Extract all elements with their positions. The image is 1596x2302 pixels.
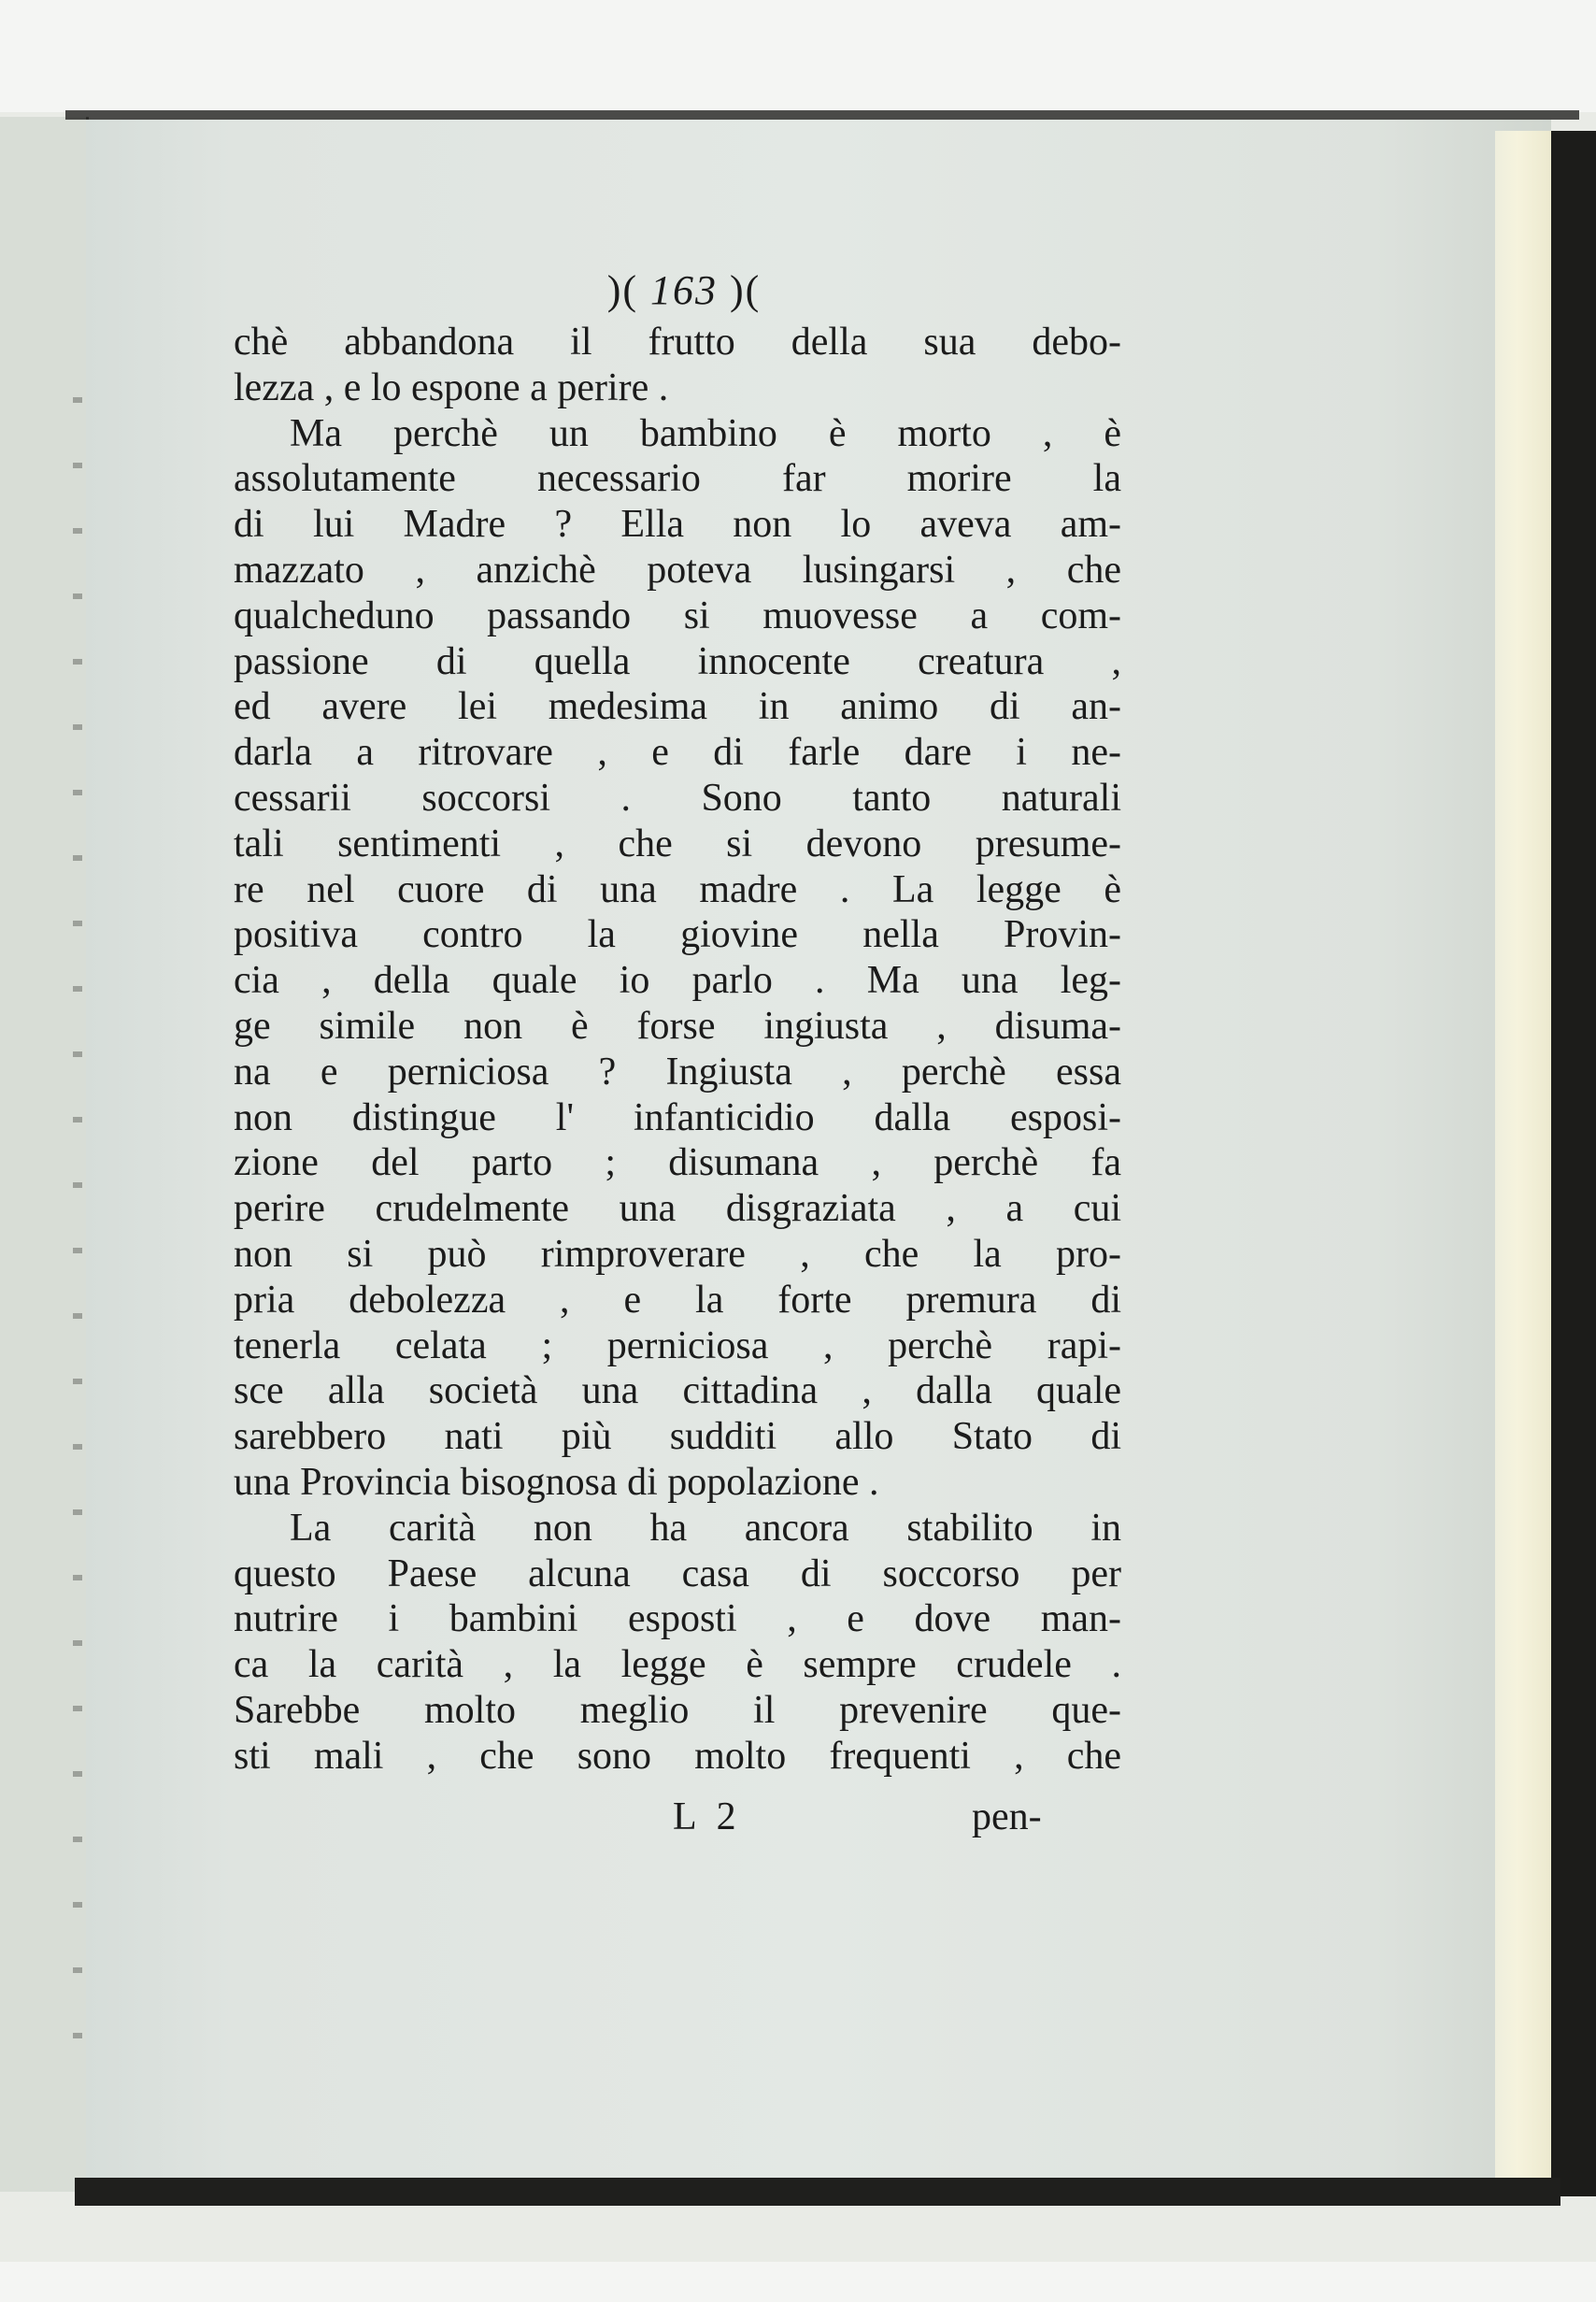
page-number: 163 [650, 267, 718, 313]
book-top-edge [65, 110, 1579, 120]
header-left-mark: )( [606, 267, 638, 313]
text-line: zione del parto ; disumana , perchè fa [234, 1141, 1121, 1185]
text-line: nutrire i bambini esposti , e dove man- [234, 1597, 1121, 1641]
body-text [234, 320, 1121, 1796]
text-line: cia , della quale io parlo . Ma una leg- [234, 959, 1121, 1003]
text-line: non si può rimproverare , che la pro- [234, 1232, 1121, 1276]
text-line: ed avere lei medesima in animo di an- [234, 685, 1121, 729]
page-fore-edge [1495, 131, 1551, 2178]
text-line: Sarebbe molto meglio il prevenire que- [234, 1688, 1121, 1732]
text-line: positiva contro la giovine nella Provin- [234, 913, 1121, 957]
text-line: tenerla celata ; perniciosa , perchè rapi- [234, 1323, 1121, 1367]
facing-page-edge [0, 117, 89, 2192]
text-line: La carità non ha ancora stabilito in [290, 1506, 1121, 1550]
text-line: qualcheduno passando si muovesse a com- [234, 593, 1121, 637]
catchword: pen- [972, 1795, 1042, 1838]
text-line: assolutamente necessario far morire la [234, 457, 1121, 501]
text-line: cessarii soccorsi . Sono tanto naturali [234, 776, 1121, 820]
text-line: lezza , e lo espone a perire . [234, 365, 669, 409]
text-line: ge simile non è forse ingiusta , disuma- [234, 1004, 1121, 1048]
text-line: mazzato , anzichè poteva lusingarsi , che [234, 548, 1121, 592]
text-line: tali sentimenti , che si devono presume- [234, 822, 1121, 865]
header-right-mark: )( [730, 267, 762, 313]
text-line: questo Paese alcuna casa di soccorso per [234, 1551, 1121, 1595]
running-head [572, 266, 796, 322]
text-line: na e perniciosa ? Ingiusta , perchè essa [234, 1050, 1121, 1094]
text-line: pria debolezza , e la forte premura di [234, 1278, 1121, 1322]
text-line: non distingue l' infanticidio dalla esposi- [234, 1095, 1121, 1139]
text-line: ca la carità , la legge è sempre crudele . [234, 1643, 1121, 1687]
text-line: di lui Madre ? Ella non lo aveva am- [234, 503, 1121, 547]
text-line: darla a ritrovare , e di farle dare i ne- [234, 731, 1121, 775]
text-line: perire crudelmente una disgraziata , a cui [234, 1187, 1121, 1231]
text-line: Ma perchè un bambino è morto , è [290, 411, 1121, 455]
text-line: sarebbero nati più sudditi allo Stato di [234, 1415, 1121, 1459]
text-line: re nel cuore di una madre . La legge è [234, 867, 1121, 911]
book-right-edge [1551, 131, 1596, 2196]
signature-mark: L 2 [673, 1795, 742, 1838]
text-line: una Provincia bisognosa di popolazione . [234, 1460, 879, 1504]
text-line: sti mali , che sono molto frequenti , che [234, 1734, 1121, 1778]
book-bottom-edge [75, 2178, 1560, 2206]
text-line: passione di quella innocente creatura , [234, 639, 1121, 683]
text-line: chè abbandona il frutto della sua debo- [234, 321, 1121, 364]
text-line: sce alla società una cittadina , dalla quale [234, 1369, 1121, 1413]
